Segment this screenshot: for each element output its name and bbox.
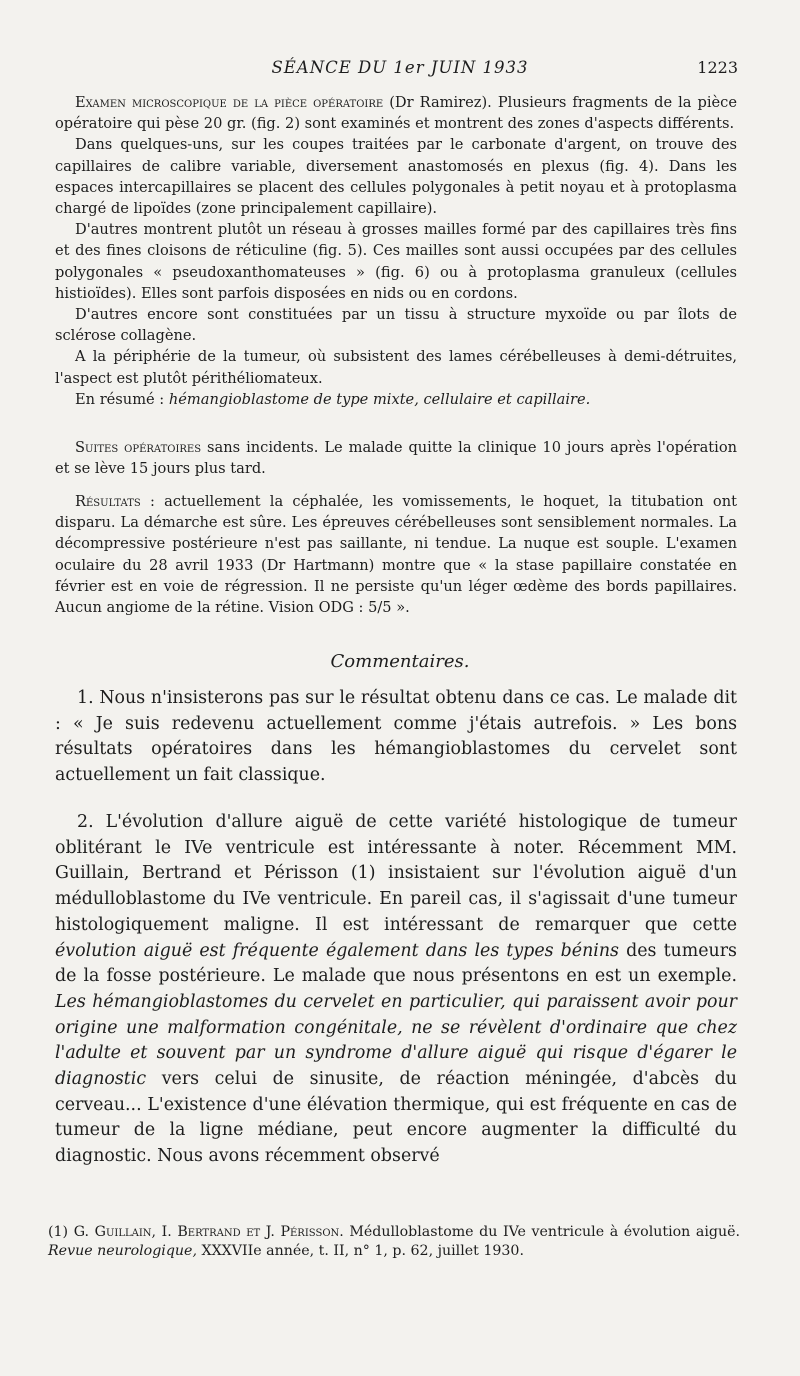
suites-heading: Suites opératoires <box>75 439 202 456</box>
exam-paragraph-3: D'autres montrent plutôt un réseau à grosses mailles formé par des capillaires très fins et des fines cloisons de réticuline (fig. 5). Ces mailles sont aussi occupées par des cellules polygonales « pseudoxanthomateuses » (fig. 6) ou à protoplasma granuleux (cellules histioïdes). Elles sont parfois disposées en nids ou en cordons. <box>55 221 737 302</box>
footnote-authors: G. Guillain, I. Bertrand et J. Périsson. <box>73 1224 344 1240</box>
commentaire-2-part-e: vers celui de sinusite, de réaction méningée, d'abcès du cerveau... L'existence d'une élévation thermique, qui est fréquente en cas de tumeur de la ligne médiane, peut encore augmenter la difficulté du diagnostic. Nous avons récemment observé <box>55 1069 737 1167</box>
resultats-paragraph <box>55 491 737 618</box>
resultats-text: : actuellement la céphalée, les vomissements, le hoquet, la titubation ont disparu. La démarche est sûre. Les épreuves cérébelleuses sont sensiblement normales. La décompressive postérieure n'est pas saillante, ni tendue. La nuque est souple. L'examen oculaire du 28 avril 1933 (Dr Hartmann) montre que « la stase papillaire constatée en février est en voie de régression. Il ne persiste qu'un léger œdème des bords papillaires. Aucun angiome de la rétine. Vision ODG : 5/5 ». <box>55 493 737 617</box>
exam-paragraph-5: A la périphérie de la tumeur, où subsistent des lames cérébelleuses à demi-détruites, l'aspect est plutôt périthéliomateux. <box>55 348 737 387</box>
suites-paragraph <box>55 437 737 479</box>
exam-paragraph-2: Dans quelques-uns, sur les coupes traitées par le carbonate d'argent, on trouve des capillaires de calibre variable, diversement anastomosés en plexus (fig. 4). Dans les espaces intercapillaires se placent des cellules polygonales à petit noyau et à protoplasma chargé de lipoïdes (zone principalement capillaire). <box>55 136 737 218</box>
footnote <box>48 1223 740 1260</box>
commentaire-2-part-c: des tumeurs de la fosse postérieure. Le malade que nous présentons en est un exemple. <box>55 940 737 987</box>
commentaire-2 <box>55 810 737 1170</box>
exam-heading: Examen microscopique de la pièce opératoire <box>75 94 384 111</box>
footnote-journal: Revue neurologique, <box>48 1242 197 1259</box>
footnote-text-a: Médulloblastome du IVe ventricule à évolution aiguë. <box>343 1224 741 1240</box>
footnote-paragraph <box>48 1223 740 1260</box>
resume-label: En résumé : <box>75 390 169 408</box>
exam-heading-tail: (Dr Ramirez). Plusieurs fragments de la pièce opératoire qui pèse 20 gr. (fig. 2) sont examinés et montrent des zones d'aspects différents. <box>55 94 737 133</box>
exam-paragraph-4: D'autres encore sont constituées par un tissu à structure myxoïde ou par îlots de sclérose collagène. <box>55 306 737 345</box>
commentaire-1-paragraph: 1. Nous n'insisterons pas sur le résultat obtenu dans ce cas. Le malade dit : « Je suis redevenu actuellement comme j'étais autrefois. » Les bons résultats opératoires dans les hémangioblastomes du cervelet sont actuellement un fait classique. <box>55 688 737 786</box>
commentaire-2-part-a: 2. L'évolution d'allure aiguë de cette variété histologique de tumeur oblitérant le IVe ventricule est intéressante à noter. Récemment MM. Guillain, Bertrand et Périsson (1) insistaient sur l'évolution aiguë d'un médulloblastome du IVe ventricule. En pareil cas, il s'agissait d'une tumeur histologiquement maligne. Il est intéressant de remarquer que cette <box>55 812 737 935</box>
resultats-heading: Résultats <box>75 493 141 510</box>
page-number: 1223 <box>697 58 738 77</box>
resume-text: hémangioblastome de type mixte, cellulaire et capillaire. <box>168 390 591 408</box>
suites-section <box>55 437 737 479</box>
exam-resume <box>55 389 737 410</box>
commentaire-2-paragraph <box>55 810 737 1170</box>
commentaire-2-part-d: Les hémangioblastomes du cervelet en particulier, qui paraissent avoir pour origine une malformation congénitale, ne se révèlent d'ordinaire que chez l'adulte et souvent par un syndrome d'allure aiguë qui risque d'égarer le diagnostic <box>55 991 737 1090</box>
footnote-marker: (1) <box>48 1224 74 1240</box>
suites-text: sans incidents. Le malade quitte la clinique 10 jours après l'opération et se lève 15 jours plus tard. <box>55 439 738 478</box>
resultats-section <box>55 491 737 618</box>
exam-section <box>55 92 737 410</box>
running-title: SÉANCE DU 1er JUIN 1933 <box>271 58 529 77</box>
footnote-text-b: XXXVIIe année, t. II, n° 1, p. 62, juillet 1930. <box>196 1242 524 1259</box>
commentaire-2-part-b: évolution aiguë est fréquente également dans les types bénins <box>55 940 619 961</box>
commentaires-title: Commentaires. <box>330 651 470 672</box>
running-header <box>0 58 800 82</box>
exam-paragraph-1 <box>55 92 737 134</box>
commentaire-1 <box>55 686 737 789</box>
